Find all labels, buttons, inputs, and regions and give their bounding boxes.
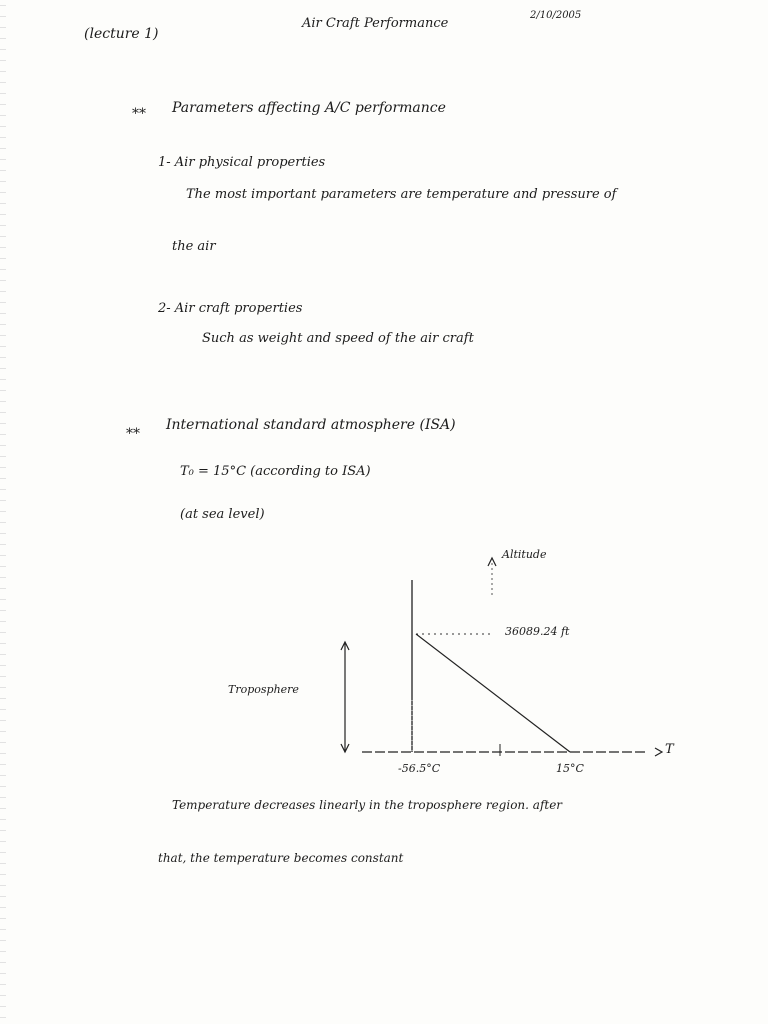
item2-line1: Such as weight and speed of the air craft bbox=[202, 331, 474, 346]
item1-line2: the air bbox=[172, 239, 216, 254]
section2-heading: International standard atmosphere (ISA) bbox=[166, 417, 456, 433]
altitude-value: 36089.24 ft bbox=[505, 625, 570, 638]
section2-bullet: ** bbox=[126, 426, 140, 442]
region-label: Troposphere bbox=[228, 683, 299, 696]
altitude-label: Altitude bbox=[502, 548, 547, 561]
isa-formula: T₀ = 15°C (according to ISA) bbox=[180, 464, 371, 479]
section1-heading: Parameters affecting A/C performance bbox=[172, 100, 446, 116]
sea-level-note: (at sea level) bbox=[180, 507, 265, 522]
item1-title: 1- Air physical properties bbox=[158, 155, 326, 170]
page-title: Air Craft Performance bbox=[302, 16, 449, 31]
temp-low-label: -56.5°C bbox=[398, 762, 441, 775]
section1-bullet: ** bbox=[132, 106, 146, 122]
date-label: 2/10/2005 bbox=[530, 10, 582, 21]
lecture-label: (lecture 1) bbox=[84, 26, 159, 42]
temp-high-label: 15°C bbox=[556, 762, 584, 775]
conclusion-line1: Temperature decreases linearly in the troposphere region. after bbox=[172, 798, 563, 812]
temperature-axis-label: T bbox=[665, 742, 674, 757]
lapse-rate-line bbox=[416, 634, 570, 752]
conclusion-line2: that, the temperature becomes constant bbox=[158, 851, 404, 865]
item2-title: 2- Air craft properties bbox=[158, 301, 303, 316]
temperature-arrowhead bbox=[655, 748, 662, 756]
item1-line1: The most important parameters are temperature and pressure of bbox=[186, 187, 617, 202]
